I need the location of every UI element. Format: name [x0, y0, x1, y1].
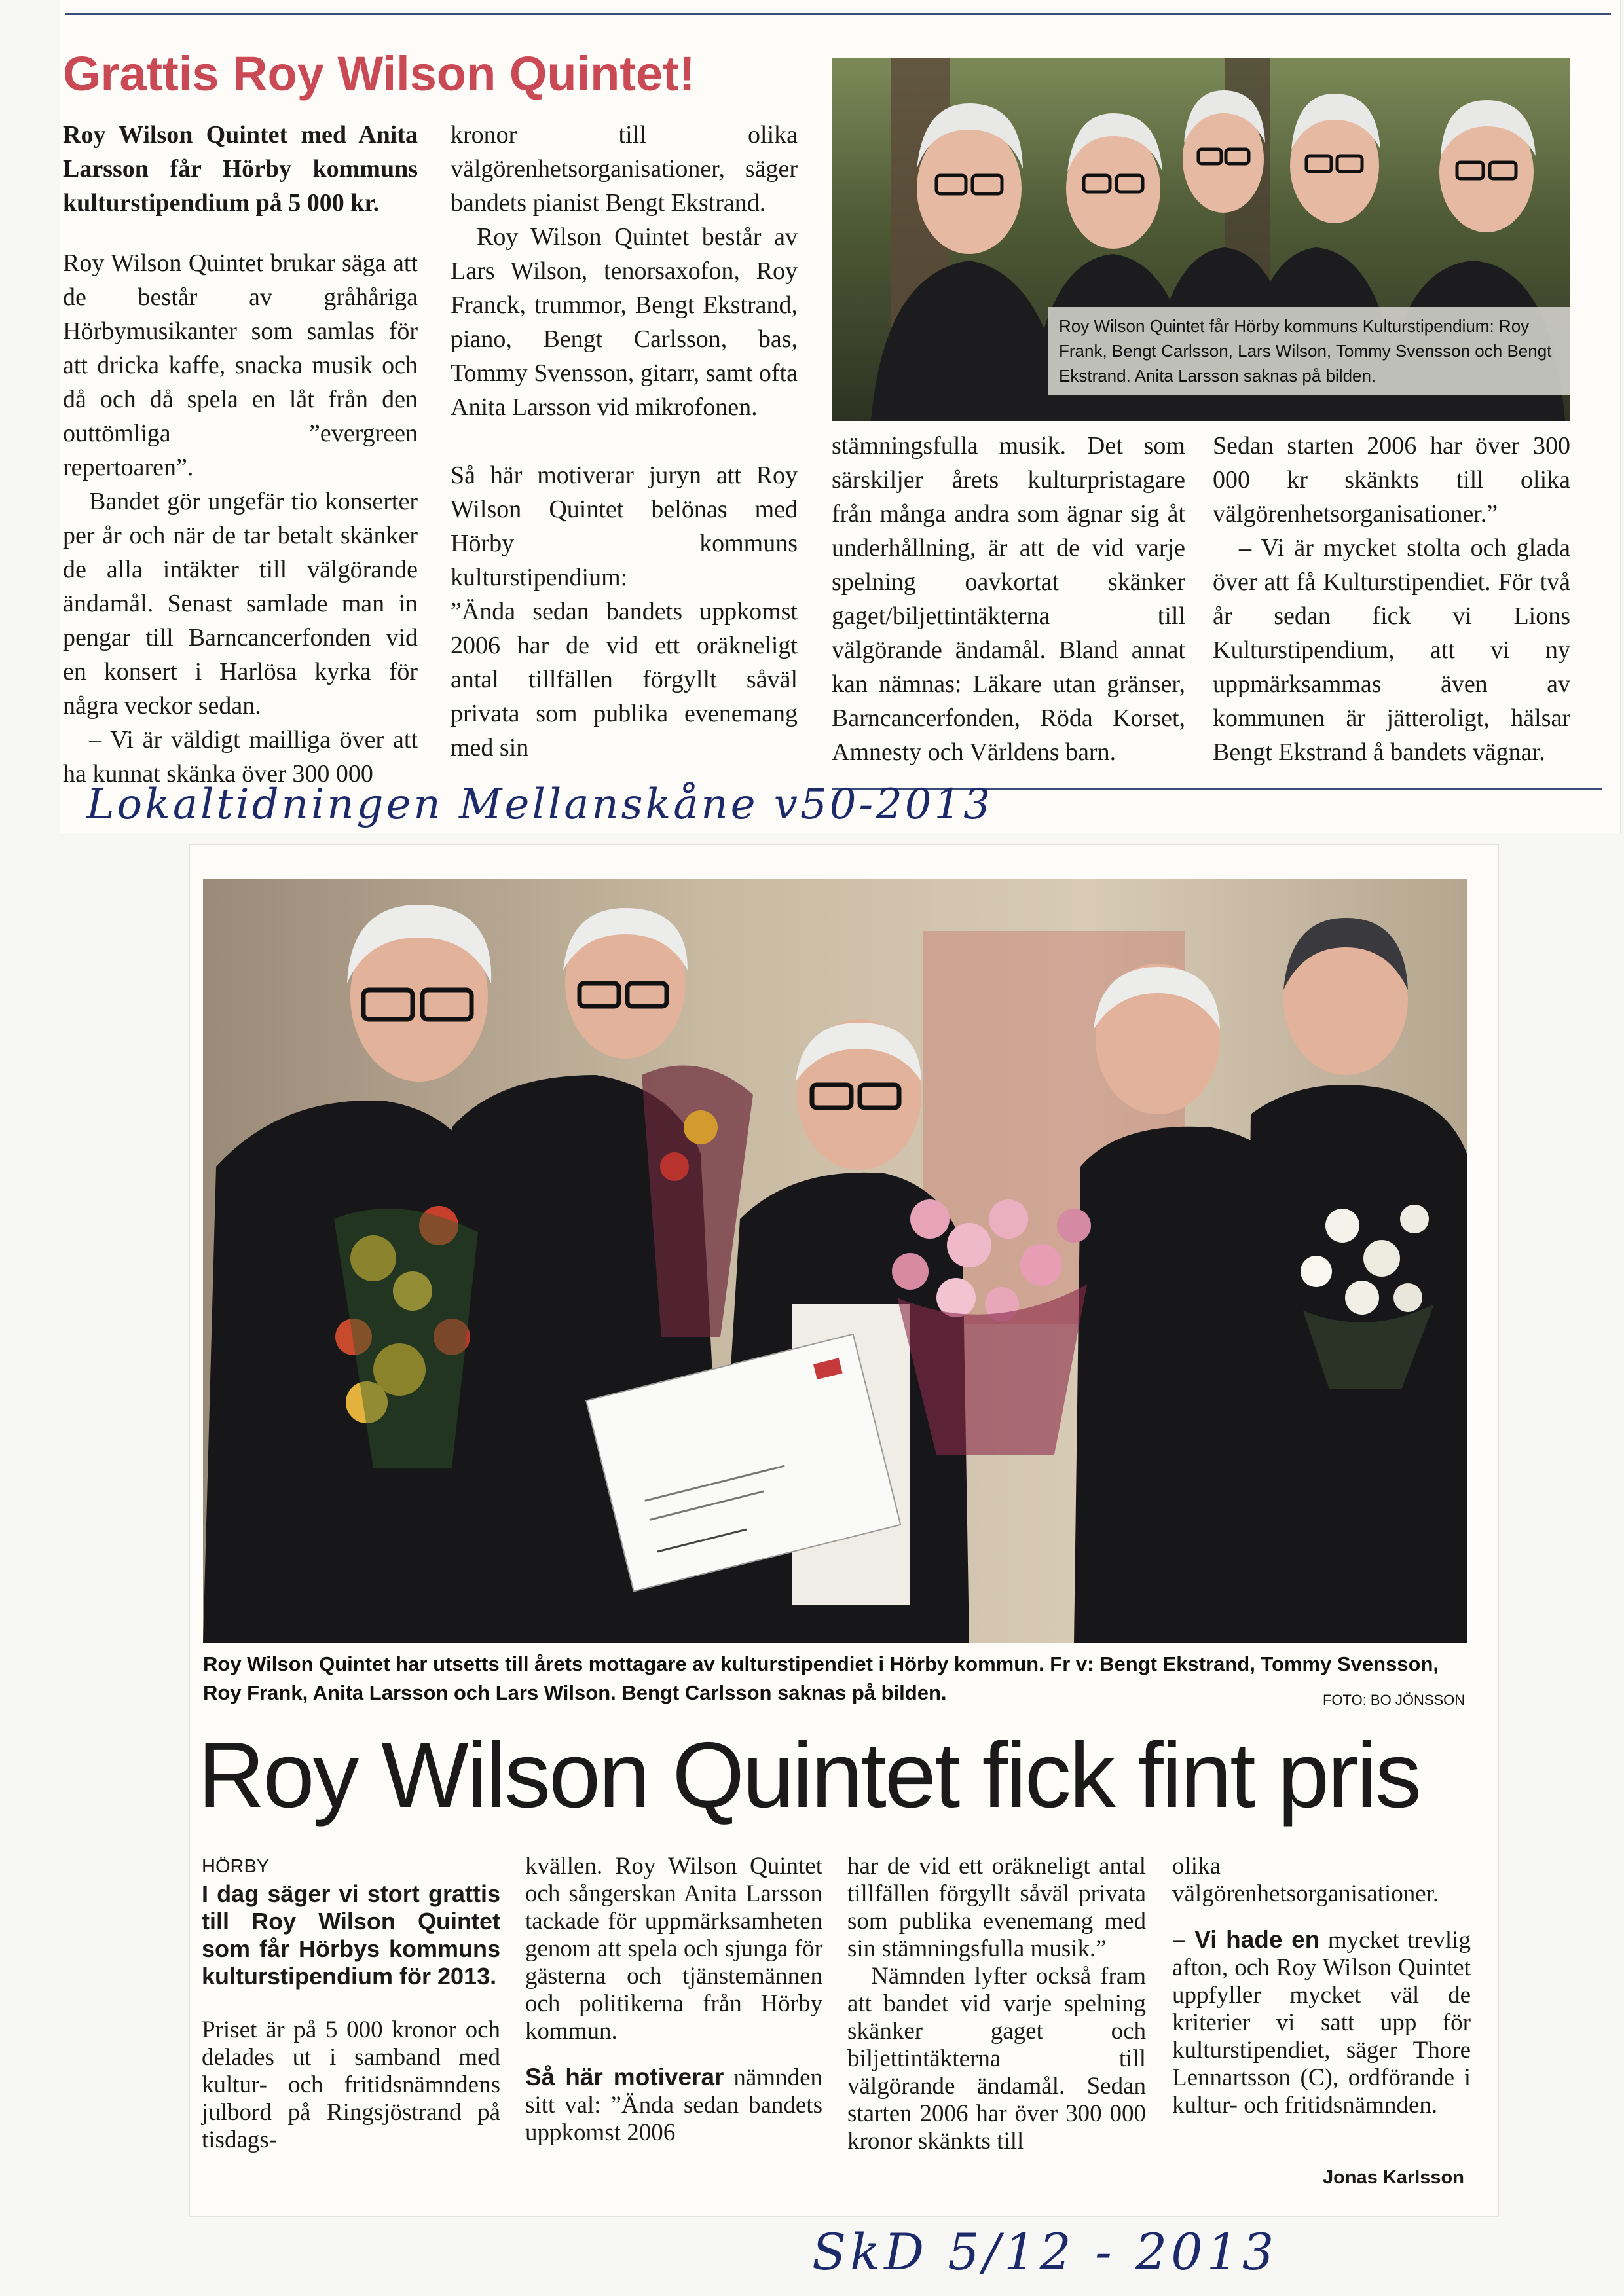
award-photo	[203, 879, 1467, 1643]
article2-bold-run: – Vi hade en	[1172, 1926, 1320, 1953]
article1-paragraph: Roy Wilson Quintet består av Lars Wilson, tenorsaxofon, Roy Franck, trummor, Bengt Ekstrand, piano, Bengt Carlsson, bas, Tommy Svensson, gitarr, samt ofta Anita Larsson vid mikrofonen.	[451, 223, 798, 421]
top-rule	[65, 13, 1611, 15]
handwritten-date-note: SkD 5/12 - 2013	[812, 2223, 1278, 2281]
article1-paragraph: Bandet gör ungefär tio konserter per år och när de tar betalt skänker de alla intäkter till välgörande ändamål. Senast samlade man in pengar till Barncancerfonden vid en konsert i Harlösa kyrka för några veckor sedan.	[63, 488, 418, 720]
article1-paragraph: – Vi är mycket stolta och glada över att få Kulturstipendiet. För två år sedan fick vi Lions Kulturstipendium, att vi ny uppmärksammas även av kommunen är jätteroligt, hälsar Bengt Ekstrand å bandets vägnar.	[1213, 534, 1570, 766]
article1-lead: Roy Wilson Quintet med Anita Larsson får Hörby kommuns kulturstipendium på 5 000 kr.	[63, 121, 418, 217]
article2-paragraph: Priset är på 5 000 kronor och delades ut i samband med kultur- och fritidsnämndens julbord på Ringsjöstrand på tisdags-	[202, 2016, 500, 2153]
byline: Jonas Karlsson	[1323, 2167, 1464, 2188]
article2-column-1	[202, 1853, 500, 2154]
newspaper-clipping-lokaltidningen	[60, 0, 1620, 833]
article2-column-2	[525, 1853, 822, 2147]
band-photo	[832, 58, 1570, 421]
article1-paragraph: – Vi är väldigt mailliga över att ha kunnat skänka över 300 000	[63, 726, 418, 788]
article1-column-3	[832, 429, 1185, 769]
article2-paragraph	[1172, 1926, 1471, 2119]
article2-text-run: mycket trevlig afton, och Roy Wilson Quintet uppfyller mycket väl de kriterier vi satt upp för kulturstipendiet, säger Thore Lennartsson (C), ordförande i kultur- och fritidsnämnden.	[1172, 1927, 1471, 2119]
article2-paragraph: har de vid ett oräkneligt antal tillfällen förgyllt såväl privata som publika evenemang med sin stämningsfulla musik.”	[847, 1853, 1146, 1962]
handwritten-source-note: Lokaltidningen Mellanskåne v50-2013	[86, 780, 993, 829]
article2-paragraph: kvällen. Roy Wilson Quintet och sångerskan Anita Larsson tackade för uppmärksamheten genom att spela och sjunga för gästerna och tjänstemännen och politikerna från Hörby kommun.	[525, 1853, 822, 2045]
band-photo-caption: Roy Wilson Quintet får Hörby kommuns Kulturstipendium: Roy Frank, Bengt Carlsson, Lars Wilson, Tommy Svensson och Bengt Ekstrand. Anita Larsson saknas på bilden.	[1048, 307, 1570, 395]
article2-paragraph: Nämnden lyfter också fram att bandet vid varje spelning skänker gaget och biljettintäkterna till välgörande ändamål. Sedan starten 2006 har över 300 000 kronor skänkts till	[847, 1963, 1146, 2155]
article2-column-4	[1172, 1853, 1471, 2119]
article1-column-1	[63, 118, 418, 791]
article1-paragraph: Sedan starten 2006 har över 300 000 kr skänkts till olika välgörenhetsorganisationer.”	[1213, 432, 1570, 528]
kicker-horby: HÖRBY	[202, 1856, 270, 1877]
article2-paragraph: olika välgörenhetsorganisationer.	[1172, 1853, 1439, 1907]
award-photo-caption: Roy Wilson Quintet har utsetts till årets mottagare av kulturstipendiet i Hörby kommun. Fr v: Bengt Ekstrand, Tommy Svensson, Roy Frank, Anita Larsson och Lars Wilson. Bengt Carlsson saknas på bilden.	[203, 1652, 1439, 1704]
article1-paragraph: kronor till olika välgörenhetsorganisationer, säger bandets pianist Bengt Ekstrand.	[451, 121, 798, 217]
article1-paragraph: Så här motiverar juryn att Roy Wilson Quintet belönas med Hörby kommuns kulturstipendium:	[451, 462, 798, 591]
article1-paragraph: stämningsfulla musik. Det som särskiljer årets kulturpristagare från många andra som ägnar sig åt underhållning, är att de vid varje spelning oavkortat skänker gaget/biljettintäkterna till välgörande ändamål. Bland annat kan nämnas: Läkare utan gränser, Barncancerfonden, Röda Korset, Amnesty och Världens barn.	[832, 432, 1185, 766]
award-photo-illustration	[203, 879, 1467, 1643]
article1-paragraph: ”Ända sedan bandets uppkomst 2006 har de vid ett oräkneligt antal tillfällen förgyllt såväl privata som publika evenemang med sin	[451, 598, 798, 761]
article2-paragraph	[525, 2064, 822, 2147]
headline-grattis: Grattis Roy Wilson Quintet!	[63, 46, 695, 101]
article2-bold-run: Så här motiverar	[525, 2064, 724, 2090]
article1-column-2	[451, 118, 798, 765]
article2-column-3	[847, 1853, 1146, 2155]
article1-column-4	[1213, 429, 1570, 769]
headline-fint-pris: Roy Wilson Quintet fick fint pris	[198, 1723, 1420, 1827]
article2-lead: I dag säger vi stort grattis till Roy Wilson Quintet som får Hörbys kommuns kulturstipendium för 2013.	[202, 1880, 500, 1990]
newspaper-clipping-skd	[190, 845, 1498, 2216]
article2-text-run: nämnden sitt val: ”Ända sedan bandets uppkomst 2006	[525, 2064, 822, 2146]
photo-credit: FOTO: BO JÖNSSON	[1323, 1692, 1466, 1708]
article1-paragraph: Roy Wilson Quintet brukar säga att de består av gråhåriga Hörbymusikanter som samlas för att dricka kaffe, snacka musik och då och då spela en låt från den outtömliga ”evergreen repertoaren”.	[63, 249, 418, 481]
